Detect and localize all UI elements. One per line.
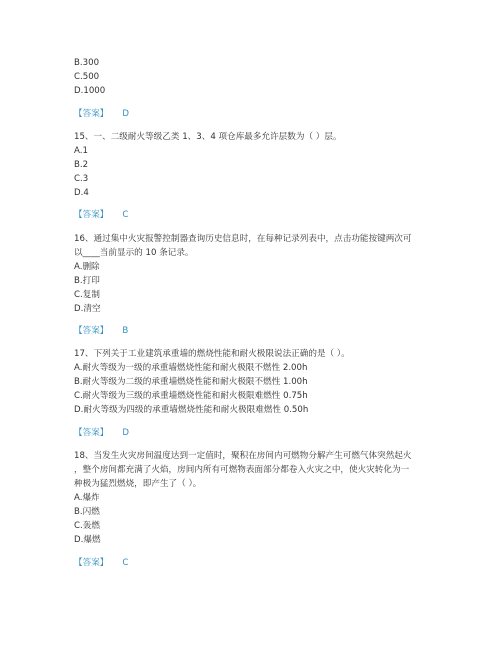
answer-line: [74, 109, 129, 120]
option-d: D.耐火等级为四级的承重墙燃烧性能和耐火极限难燃性 0.50h: [74, 405, 309, 415]
answer-label: 【答案】: [74, 428, 109, 438]
question-18-text-line-2: ，整个房间都充满了火焰，房间内所有可燃物表面部分都卷入火灾之中，使火灾转化为一: [74, 465, 410, 475]
answer-line: [74, 558, 128, 569]
question-18-text-line-3: 种极为猛烈燃烧，即产生了（ ）。: [74, 479, 202, 489]
option-c: C.复制: [74, 290, 100, 300]
option-a: A.耐火等级为一级的承重墙燃烧性能和耐火极限不燃性 2.00h: [74, 363, 308, 373]
option-a: A.1: [74, 146, 88, 156]
answer-label: 【答案】: [74, 210, 109, 220]
option-d: D.爆燃: [74, 535, 101, 545]
option-b: B.闪燃: [74, 507, 100, 517]
answer-label: 【答案】: [74, 558, 109, 568]
answer-value: D: [122, 109, 130, 119]
question-15-text: 15、一、二级耐火等级乙类 1、3、4 项仓库最多允许层数为（ ）层。: [74, 132, 342, 142]
option-c: C.3: [74, 174, 89, 184]
question-18-text-line-1: 18、当发生火灾房间温度达到一定值时，聚积在房间内可燃物分解产生可燃气体突然起火: [74, 451, 412, 461]
answer-value: D: [122, 428, 130, 438]
answer-line: [74, 326, 128, 337]
answer-label: 【答案】: [74, 109, 109, 119]
option-d: D.4: [74, 188, 89, 198]
option-b: B.2: [74, 160, 89, 170]
option-c: C.耐火等级为三级的承重墙燃烧性能和耐火极限难燃性 0.75h: [74, 391, 308, 401]
question-16-text-line-1: 16、通过集中火灾报警控制器查询历史信息时，在每种记录列表中，点击功能按键两次可: [74, 234, 412, 244]
answer-label: 【答案】: [74, 326, 109, 336]
option-b: B.打印: [74, 276, 100, 286]
option-a: A.爆炸: [74, 493, 100, 503]
option-b: B.耐火等级为二级的承重墙燃烧性能和耐火极限不燃性 1.00h: [74, 377, 308, 387]
answer-value: C: [122, 558, 129, 568]
answer-line: [74, 210, 128, 221]
question-16-text-line-2: 以____当前显示的 10 条记录。: [74, 248, 194, 258]
option-a: A.删除: [74, 262, 100, 272]
option-c: C.轰燃: [74, 521, 100, 531]
option-c: C.500: [74, 72, 100, 82]
option-d: D.1000: [74, 86, 106, 96]
answer-line: [74, 428, 129, 439]
answer-value: C: [122, 210, 129, 220]
option-b: B.300: [74, 58, 100, 68]
question-17-text: 17、下列关于工业建筑承重墙的燃烧性能和耐火极限说法正确的是（ ）。: [74, 349, 350, 359]
answer-value: B: [122, 326, 129, 336]
option-d: D.清空: [74, 304, 101, 314]
